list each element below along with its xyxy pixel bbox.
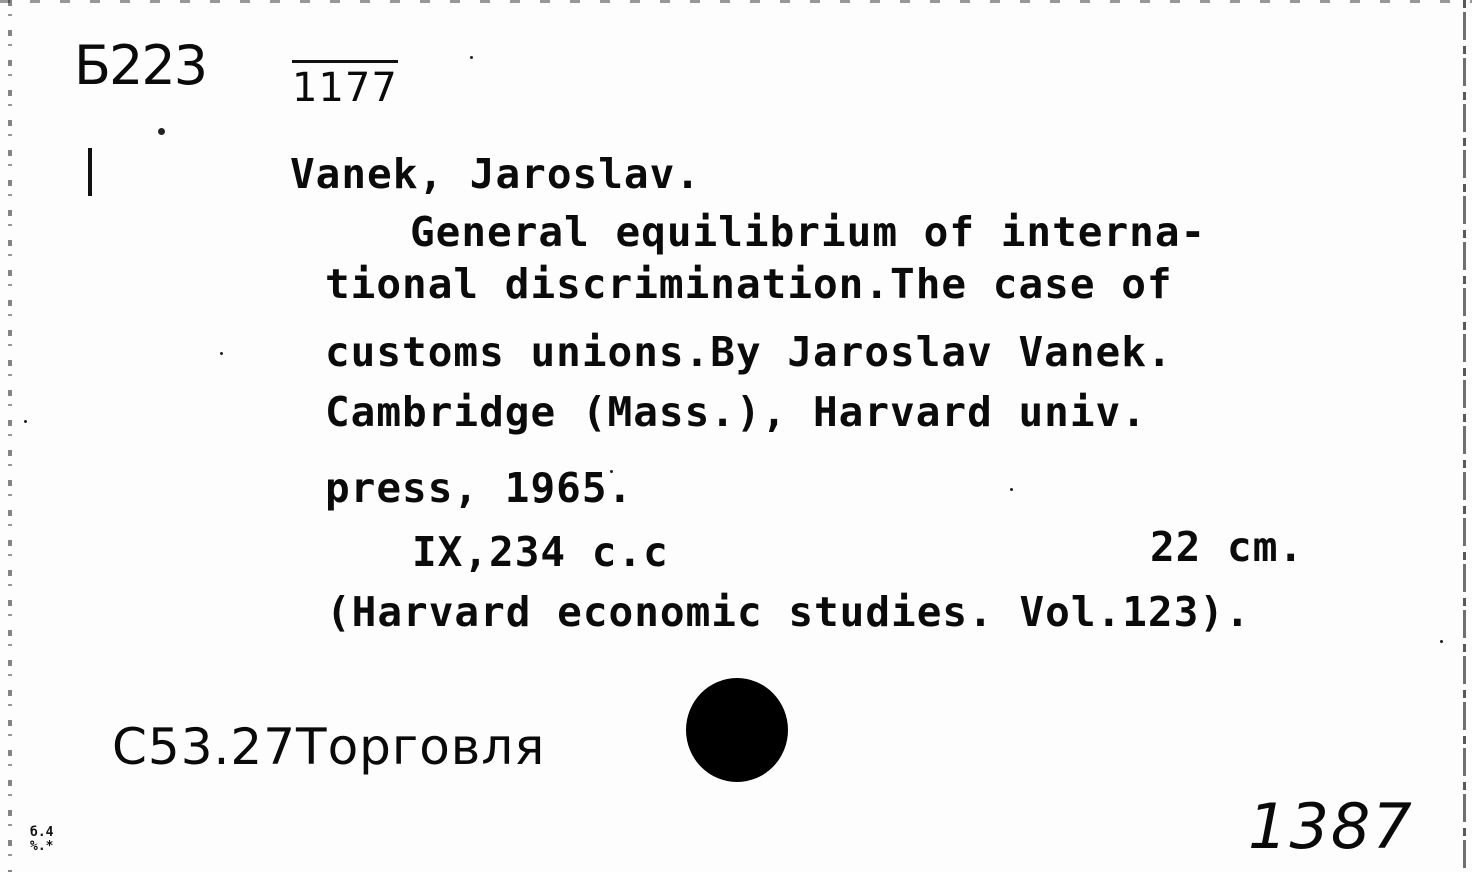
collation: IX,234 c.c [412,528,669,576]
ink-speck [1440,640,1443,643]
series-note: (Harvard economic studies. Vol.123). [326,588,1251,636]
accession-number: 1387 [1248,790,1414,863]
stamp-line: %.* [30,839,54,854]
card-left-edge [8,0,12,872]
ink-speck [1010,488,1013,491]
ink-speck [24,420,27,423]
card-right-edge [1463,0,1466,872]
ink-speck [470,56,473,59]
stamp-line: б.4 [30,825,54,840]
title-line: tional discrimination.The case of [325,260,1173,308]
call-number: Б223 [74,34,207,97]
margin-mark [88,148,92,196]
author-heading: Vanek, Jaroslav. [290,150,701,198]
subject-heading: С53.27Торговля [112,718,546,776]
corner-stamp [30,826,53,854]
card-top-edge [0,0,1472,3]
ink-speck [220,352,223,355]
ink-speck [158,128,165,135]
title-line: press, 1965. [325,464,634,512]
title-line: Cambridge (Mass.), Harvard univ. [325,388,1147,436]
title-line: General equilibrium of interna- [410,208,1207,256]
punch-hole [686,678,788,782]
title-line: customs unions.By Jaroslav Vanek. [325,328,1173,376]
call-number-sub: 1177 [292,60,398,111]
size-note: 22 cm. [1150,523,1305,571]
